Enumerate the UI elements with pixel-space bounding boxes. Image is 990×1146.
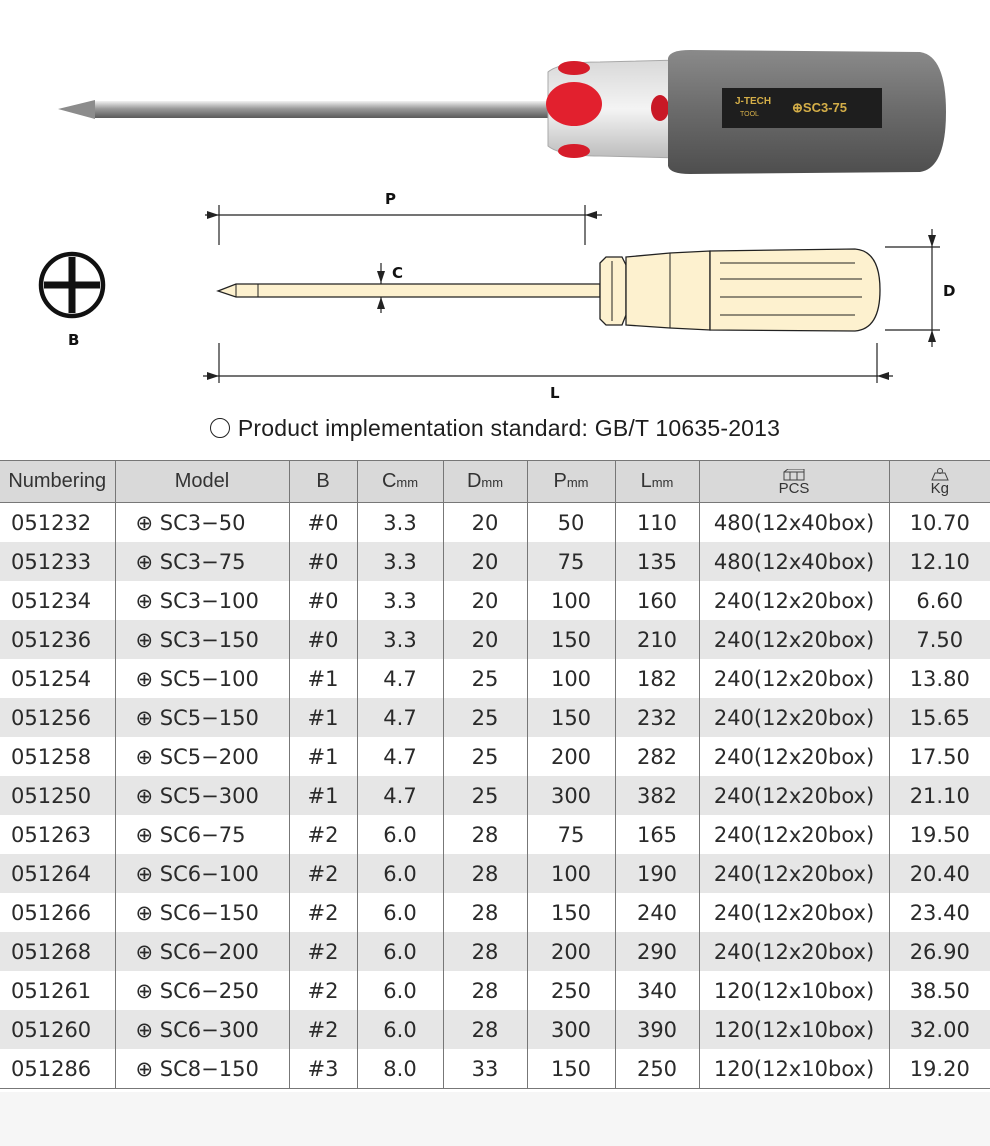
header-b: B bbox=[289, 461, 357, 503]
cell-d: 20 bbox=[443, 503, 527, 543]
box-pack-icon bbox=[783, 469, 805, 481]
header-p bbox=[527, 461, 615, 503]
cell-kg: 7.50 bbox=[889, 620, 990, 659]
cell-l: 135 bbox=[615, 542, 699, 581]
cell-pcs: 120(12x10box) bbox=[699, 1049, 889, 1089]
cell-c: 4.7 bbox=[357, 698, 443, 737]
cell-l: 232 bbox=[615, 698, 699, 737]
cell-p: 150 bbox=[527, 620, 615, 659]
cell-numbering: 051266 bbox=[11, 900, 92, 925]
table-row bbox=[0, 698, 990, 737]
cell-d: 28 bbox=[443, 932, 527, 971]
header-c bbox=[357, 461, 443, 503]
cell-kg: 20.40 bbox=[889, 854, 990, 893]
cell-l: 182 bbox=[615, 659, 699, 698]
cell-d: 28 bbox=[443, 893, 527, 932]
cell-kg: 23.40 bbox=[889, 893, 990, 932]
cell-l: 382 bbox=[615, 776, 699, 815]
header-kg bbox=[889, 461, 990, 503]
cell-pcs: 240(12x20box) bbox=[699, 815, 889, 854]
cell-model: ⊕ SC6−300 bbox=[115, 1010, 289, 1049]
circle-bullet-icon bbox=[210, 418, 230, 438]
cell-d: 20 bbox=[443, 542, 527, 581]
cell-kg: 10.70 bbox=[889, 503, 990, 543]
cell-kg: 15.65 bbox=[889, 698, 990, 737]
cell-b: #1 bbox=[289, 776, 357, 815]
label-c: C bbox=[392, 264, 404, 282]
cell-model: ⊕ SC3−50 bbox=[115, 503, 289, 543]
cell-c: 3.3 bbox=[357, 620, 443, 659]
cell-model: ⊕ SC6−250 bbox=[115, 971, 289, 1010]
cell-pcs: 480(12x40box) bbox=[699, 503, 889, 543]
label-p: P bbox=[385, 190, 396, 208]
cell-d: 28 bbox=[443, 815, 527, 854]
table-header-row bbox=[0, 461, 990, 503]
cell-p: 100 bbox=[527, 854, 615, 893]
cell-b: #1 bbox=[289, 698, 357, 737]
table-row bbox=[0, 659, 990, 698]
cell-d: 33 bbox=[443, 1049, 527, 1089]
table-row bbox=[0, 932, 990, 971]
cell-model: ⊕ SC6−75 bbox=[115, 815, 289, 854]
cell-l: 110 bbox=[615, 503, 699, 543]
cell-kg: 21.10 bbox=[889, 776, 990, 815]
cell-kg: 38.50 bbox=[889, 971, 990, 1010]
table-row bbox=[0, 893, 990, 932]
header-l-unit: mm bbox=[651, 475, 674, 490]
table-row bbox=[0, 581, 990, 620]
phillips-cross-icon bbox=[41, 254, 103, 316]
cell-c: 6.0 bbox=[357, 893, 443, 932]
header-pcs-label: PCS bbox=[778, 479, 810, 497]
cell-b: #1 bbox=[289, 737, 357, 776]
header-numbering: Numbering bbox=[0, 461, 115, 503]
cell-b: #0 bbox=[289, 581, 357, 620]
table-row bbox=[0, 776, 990, 815]
spec-table bbox=[0, 460, 990, 1089]
cell-p: 75 bbox=[527, 542, 615, 581]
cell-p: 150 bbox=[527, 1049, 615, 1089]
cell-l: 340 bbox=[615, 971, 699, 1010]
cell-pcs: 240(12x20box) bbox=[699, 893, 889, 932]
cell-p: 100 bbox=[527, 581, 615, 620]
header-p-letter: P bbox=[553, 470, 567, 492]
cell-l: 190 bbox=[615, 854, 699, 893]
cell-b: #0 bbox=[289, 620, 357, 659]
cell-numbering: 051268 bbox=[0, 932, 115, 971]
cell-p: 300 bbox=[527, 776, 615, 815]
cell-p: 100 bbox=[527, 659, 615, 698]
table-row bbox=[0, 815, 990, 854]
cell-numbering: 051261 bbox=[11, 978, 92, 1003]
cell-b: #2 bbox=[289, 893, 357, 932]
header-d bbox=[443, 461, 527, 503]
cell-numbering: 051264 bbox=[0, 854, 115, 893]
cell-l: 165 bbox=[615, 815, 699, 854]
cell-d: 20 bbox=[443, 620, 527, 659]
cell-model: ⊕ SC5−150 bbox=[115, 698, 289, 737]
cell-d: 28 bbox=[443, 1010, 527, 1049]
standard-note bbox=[0, 415, 990, 442]
cell-b: #0 bbox=[289, 542, 357, 581]
cell-l: 282 bbox=[615, 737, 699, 776]
cell-pcs: 240(12x20box) bbox=[699, 776, 889, 815]
cell-d: 28 bbox=[443, 971, 527, 1010]
cell-c: 3.3 bbox=[357, 542, 443, 581]
cell-numbering: 051254 bbox=[11, 666, 92, 691]
cell-d: 25 bbox=[443, 776, 527, 815]
cell-model: ⊕ SC6−100 bbox=[115, 854, 289, 893]
cell-d: 25 bbox=[443, 659, 527, 698]
cell-p: 250 bbox=[527, 971, 615, 1010]
screwdriver-photo bbox=[0, 0, 990, 190]
table-row bbox=[0, 542, 990, 581]
cell-pcs: 240(12x20box) bbox=[699, 581, 889, 620]
cell-b: #2 bbox=[289, 815, 357, 854]
cell-pcs: 240(12x20box) bbox=[699, 659, 889, 698]
cell-model: ⊕ SC6−200 bbox=[115, 932, 289, 971]
cell-kg: 19.20 bbox=[889, 1049, 990, 1089]
cell-model: ⊕ SC3−100 bbox=[115, 581, 289, 620]
cell-model: ⊕ SC3−150 bbox=[115, 620, 289, 659]
cell-c: 4.7 bbox=[357, 659, 443, 698]
cell-c: 6.0 bbox=[357, 932, 443, 971]
header-c-letter: C bbox=[381, 470, 397, 492]
cell-d: 25 bbox=[443, 698, 527, 737]
brand-line1: J-TECH bbox=[735, 96, 772, 107]
standard-text: Product implementation standard: GB/T 10635-2013 bbox=[237, 415, 781, 441]
cell-pcs: 240(12x20box) bbox=[699, 737, 889, 776]
cell-c: 6.0 bbox=[357, 854, 443, 893]
header-d-unit: mm bbox=[481, 475, 504, 490]
cell-c: 8.0 bbox=[357, 1049, 443, 1089]
label-l: L bbox=[550, 384, 560, 402]
cell-numbering: 051233 bbox=[0, 542, 115, 581]
cell-kg: 26.90 bbox=[889, 932, 990, 971]
cell-p: 200 bbox=[527, 737, 615, 776]
product-photo bbox=[0, 0, 990, 190]
cell-p: 50 bbox=[527, 503, 615, 543]
cell-kg: 17.50 bbox=[889, 737, 990, 776]
cell-d: 28 bbox=[443, 854, 527, 893]
cell-model: ⊕ SC5−200 bbox=[115, 737, 289, 776]
cell-numbering: 051234 bbox=[11, 588, 92, 613]
cell-p: 200 bbox=[527, 932, 615, 971]
cell-c: 6.0 bbox=[357, 1010, 443, 1049]
cell-numbering: 051258 bbox=[11, 744, 92, 769]
cell-p: 150 bbox=[527, 893, 615, 932]
cell-c: 4.7 bbox=[357, 776, 443, 815]
cell-numbering: 051236 bbox=[0, 620, 115, 659]
cell-b: #2 bbox=[289, 971, 357, 1010]
cell-kg: 32.00 bbox=[889, 1010, 990, 1049]
table-row bbox=[0, 1010, 990, 1049]
header-p-unit: mm bbox=[566, 475, 589, 490]
cell-kg: 19.50 bbox=[889, 815, 990, 854]
cell-b: #0 bbox=[289, 503, 357, 543]
table-row bbox=[0, 854, 990, 893]
cell-l: 390 bbox=[615, 1010, 699, 1049]
cell-numbering: 051260 bbox=[0, 1010, 115, 1049]
cell-kg: 6.60 bbox=[889, 581, 990, 620]
cell-pcs: 120(12x10box) bbox=[699, 971, 889, 1010]
cell-model: ⊕ SC5−100 bbox=[115, 659, 289, 698]
header-model: Model bbox=[115, 461, 289, 503]
cell-l: 250 bbox=[615, 1049, 699, 1089]
cell-pcs: 240(12x20box) bbox=[699, 698, 889, 737]
cell-model: ⊕ SC6−150 bbox=[115, 893, 289, 932]
cell-l: 210 bbox=[615, 620, 699, 659]
header-pcs bbox=[699, 461, 889, 503]
cell-kg: 13.80 bbox=[889, 659, 990, 698]
cell-numbering: 051286 bbox=[0, 1049, 115, 1089]
cell-b: #3 bbox=[289, 1049, 357, 1089]
cell-p: 150 bbox=[527, 698, 615, 737]
cell-pcs: 480(12x40box) bbox=[699, 542, 889, 581]
header-l-letter: L bbox=[640, 470, 652, 492]
cell-d: 20 bbox=[443, 581, 527, 620]
dimension-diagram bbox=[0, 185, 990, 410]
cell-pcs: 240(12x20box) bbox=[699, 854, 889, 893]
cell-kg: 12.10 bbox=[889, 542, 990, 581]
cell-p: 300 bbox=[527, 1010, 615, 1049]
dimension-drawing bbox=[0, 185, 990, 410]
cell-c: 6.0 bbox=[357, 971, 443, 1010]
table-row bbox=[0, 620, 990, 659]
cell-b: #2 bbox=[289, 1010, 357, 1049]
table-row bbox=[0, 971, 990, 1010]
cell-c: 3.3 bbox=[357, 503, 443, 543]
model-print: ⊕SC3-75 bbox=[792, 100, 847, 115]
brand-line2: TOOL bbox=[740, 111, 759, 118]
cell-c: 3.3 bbox=[357, 581, 443, 620]
table-row bbox=[0, 1049, 990, 1089]
cell-b: #2 bbox=[289, 854, 357, 893]
cell-numbering: 051263 bbox=[11, 822, 92, 847]
cell-numbering: 051232 bbox=[11, 510, 92, 535]
cell-numbering: 051256 bbox=[0, 698, 115, 737]
label-d: D bbox=[943, 282, 956, 300]
cell-d: 25 bbox=[443, 737, 527, 776]
cell-model: ⊕ SC5−300 bbox=[115, 776, 289, 815]
table-row bbox=[0, 737, 990, 776]
cell-p: 75 bbox=[527, 815, 615, 854]
cell-model: ⊕ SC8−150 bbox=[115, 1049, 289, 1089]
header-d-letter: D bbox=[466, 470, 482, 492]
cell-b: #1 bbox=[289, 659, 357, 698]
cell-numbering: 051250 bbox=[0, 776, 115, 815]
cell-pcs: 120(12x10box) bbox=[699, 1010, 889, 1049]
cell-c: 4.7 bbox=[357, 737, 443, 776]
cell-pcs: 240(12x20box) bbox=[699, 620, 889, 659]
cell-c: 6.0 bbox=[357, 815, 443, 854]
cell-l: 290 bbox=[615, 932, 699, 971]
cell-l: 240 bbox=[615, 893, 699, 932]
label-b: B bbox=[68, 331, 80, 349]
cell-model: ⊕ SC3−75 bbox=[115, 542, 289, 581]
header-l bbox=[615, 461, 699, 503]
header-kg-label: Kg bbox=[930, 480, 949, 497]
table-row bbox=[0, 503, 990, 543]
header-c-unit: mm bbox=[396, 475, 419, 490]
cell-b: #2 bbox=[289, 932, 357, 971]
footer-band bbox=[0, 1092, 990, 1146]
cell-l: 160 bbox=[615, 581, 699, 620]
cell-pcs: 240(12x20box) bbox=[699, 932, 889, 971]
